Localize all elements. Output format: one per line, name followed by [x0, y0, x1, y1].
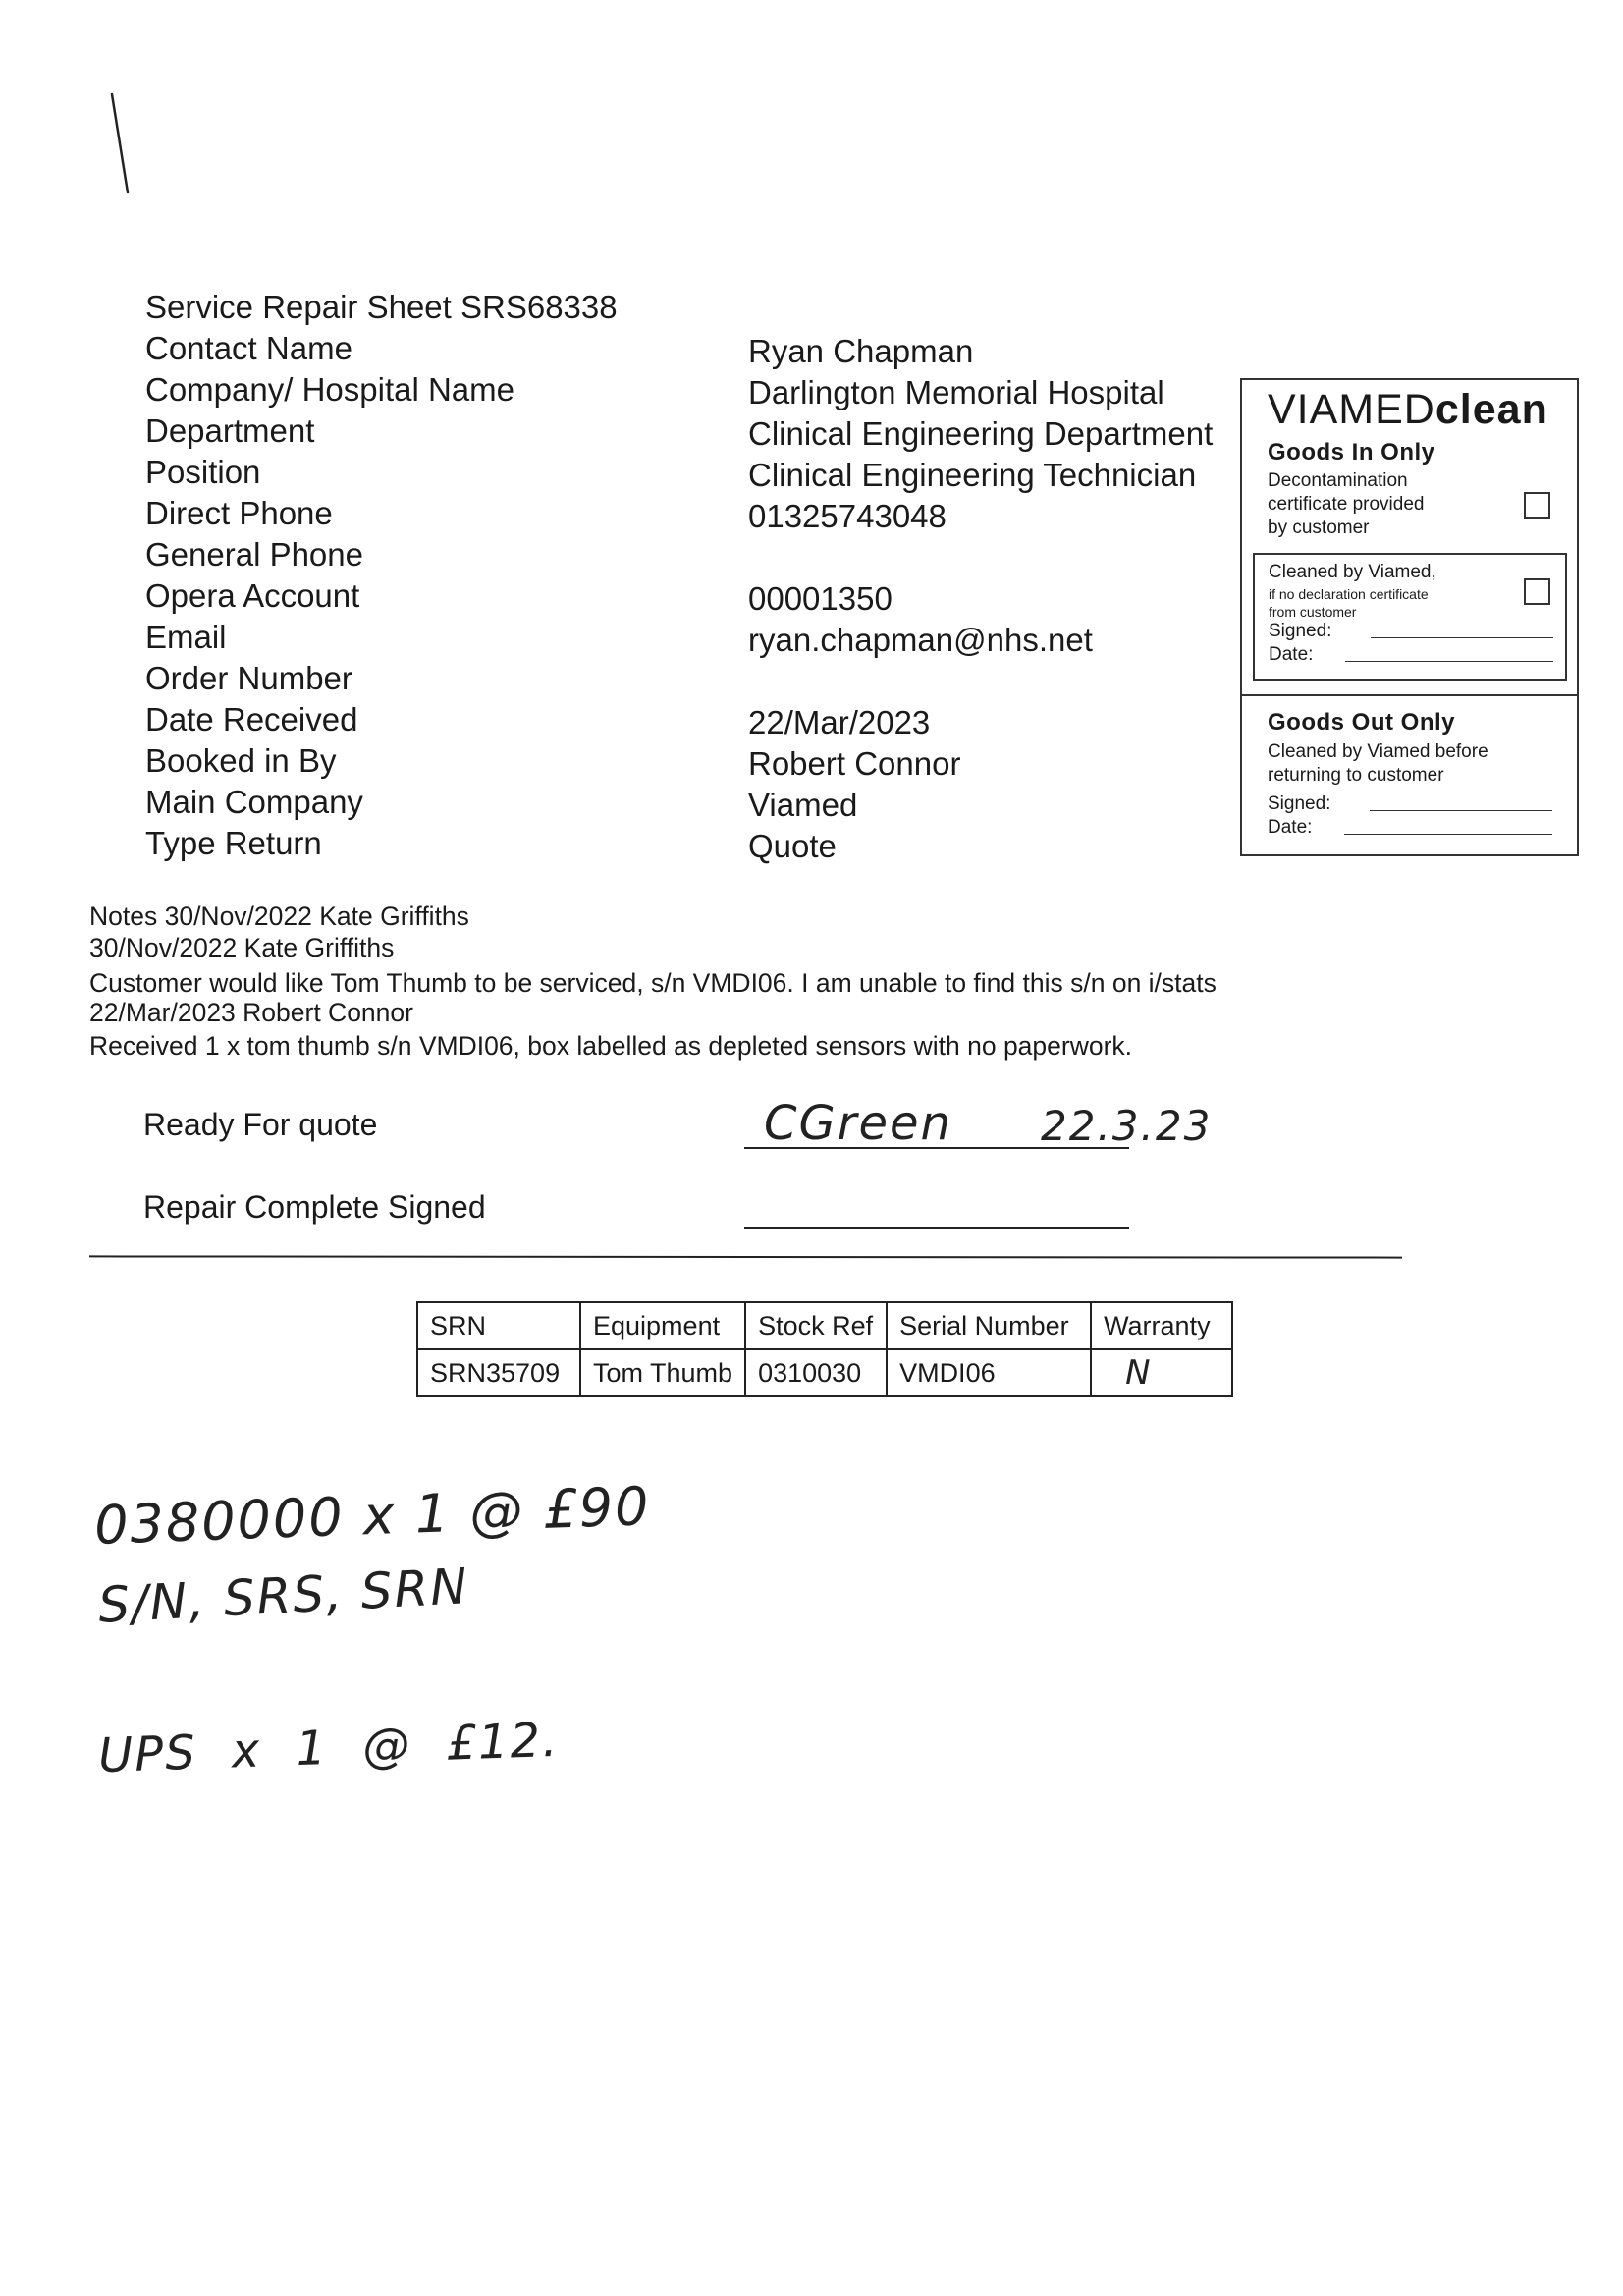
cleaned-before-line-1: Cleaned by Viamed before — [1268, 741, 1488, 762]
ready-signature: CGreen — [764, 1096, 952, 1151]
label-email: Email — [145, 619, 227, 655]
note-line: 22/Mar/2023 Robert Connor — [89, 998, 413, 1027]
label-opera-account: Opera Account — [145, 577, 360, 614]
no-declaration-line-2: from customer — [1269, 604, 1357, 620]
date-label-out: Date: — [1268, 817, 1313, 838]
stamp-brand-light: VIAMED — [1268, 386, 1435, 433]
value-opera-account: 00001350 — [748, 580, 893, 617]
repair-complete-label: Repair Complete Signed — [143, 1189, 486, 1225]
cell-equipment: Tom Thumb — [580, 1349, 745, 1396]
cell-warranty — [1091, 1349, 1232, 1396]
stamp-brand — [1268, 386, 1548, 434]
handwritten-line-3: UPS x 1 @ £12. — [97, 1712, 561, 1784]
cleaned-before-line-2: returning to customer — [1268, 765, 1444, 786]
viamed-clean-stamp — [1240, 378, 1579, 856]
note-line: Notes 30/Nov/2022 Kate Griffiths — [89, 902, 469, 931]
signed-line-out — [1370, 810, 1552, 811]
equipment-table — [416, 1301, 1233, 1397]
decon-certificate-checkbox[interactable] — [1524, 492, 1550, 519]
cell-serial-number: VMDI06 — [887, 1349, 1091, 1396]
signed-line-in — [1371, 637, 1553, 638]
cell-srn: SRN35709 — [417, 1349, 580, 1396]
warranty-handwritten: N — [1125, 1353, 1153, 1393]
decon-line-2: certificate provided — [1268, 494, 1425, 515]
table-row — [417, 1349, 1232, 1396]
stamp-divider — [1242, 694, 1577, 696]
cleaned-by-viamed-checkbox[interactable] — [1524, 578, 1550, 605]
decon-line-1: Decontamination — [1268, 470, 1408, 491]
label-company: Company/ Hospital Name — [145, 371, 514, 408]
header-serial-number: Serial Number — [887, 1302, 1091, 1349]
label-position: Position — [145, 454, 261, 490]
handwritten-line-1: 0380000 x 1 @ £90 — [93, 1475, 652, 1557]
goods-out-heading: Goods Out Only — [1268, 709, 1455, 736]
section-divider — [89, 1255, 1402, 1258]
label-contact-name: Contact Name — [145, 330, 352, 366]
header-stock-ref: Stock Ref — [745, 1302, 887, 1349]
stamp-brand-bold: clean — [1434, 386, 1548, 433]
label-date-received: Date Received — [145, 701, 358, 738]
table-header-row — [417, 1302, 1232, 1349]
value-booked-in-by: Robert Connor — [748, 745, 961, 782]
ready-for-quote-label: Ready For quote — [143, 1107, 378, 1142]
header-equipment: Equipment — [580, 1302, 745, 1349]
cleaned-by-viamed-box — [1253, 553, 1567, 681]
value-date-received: 22/Mar/2023 — [748, 704, 931, 740]
pen-stroke-mark — [98, 86, 147, 204]
label-order-number: Order Number — [145, 660, 352, 696]
note-line: Received 1 x tom thumb s/n VMDI06, box labelled as depleted sensors with no paperwork. — [89, 1031, 1133, 1061]
value-email: ryan.chapman@nhs.net — [748, 622, 1093, 658]
value-contact-name: Ryan Chapman — [748, 333, 974, 369]
decon-line-3: by customer — [1268, 518, 1370, 538]
value-position: Clinical Engineering Technician — [748, 457, 1197, 493]
cell-stock-ref: 0310030 — [745, 1349, 887, 1396]
header-warranty: Warranty — [1091, 1302, 1232, 1349]
label-booked-in-by: Booked in By — [145, 742, 337, 779]
label-general-phone: General Phone — [145, 536, 363, 573]
signed-label-out: Signed: — [1268, 793, 1331, 814]
note-line: 30/Nov/2022 Kate Griffiths — [89, 933, 395, 962]
date-line-in — [1345, 661, 1553, 662]
handwritten-line-2: S/N, SRS, SRN — [96, 1558, 470, 1634]
ready-date: 22.3.23 — [1041, 1102, 1213, 1150]
label-department: Department — [145, 412, 315, 449]
sheet-title: Service Repair Sheet SRS68338 — [145, 289, 618, 325]
signed-label-in: Signed: — [1269, 621, 1332, 641]
value-department: Clinical Engineering Department — [748, 415, 1214, 452]
label-type-return: Type Return — [145, 825, 322, 861]
date-line-out — [1344, 834, 1552, 835]
ready-signature-line — [744, 1147, 1129, 1149]
header-srn: SRN — [417, 1302, 580, 1349]
value-company: Darlington Memorial Hospital — [748, 374, 1164, 410]
value-main-company: Viamed — [748, 787, 858, 823]
label-direct-phone: Direct Phone — [145, 495, 333, 531]
note-line: Customer would like Tom Thumb to be serviced, s/n VMDI06. I am unable to find this s/n on i/stats — [89, 968, 1217, 998]
repair-complete-signature-line[interactable] — [744, 1227, 1129, 1229]
no-declaration-line-1: if no declaration certificate — [1269, 586, 1429, 602]
label-main-company: Main Company — [145, 784, 363, 820]
value-direct-phone: 01325743048 — [748, 498, 947, 534]
value-type-return: Quote — [748, 828, 837, 864]
goods-in-heading: Goods In Only — [1268, 439, 1435, 465]
date-label-in: Date: — [1269, 644, 1314, 665]
cleaned-by-label: Cleaned by Viamed, — [1269, 562, 1436, 582]
